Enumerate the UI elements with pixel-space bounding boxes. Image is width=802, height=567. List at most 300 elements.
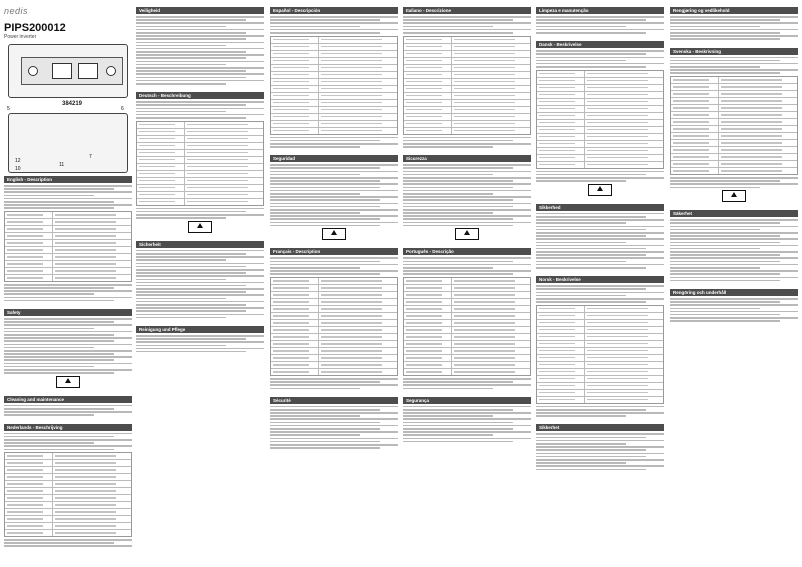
text-line bbox=[403, 212, 493, 214]
text-line bbox=[403, 261, 513, 263]
text-line bbox=[536, 22, 664, 24]
text-line bbox=[403, 171, 531, 173]
column-6 bbox=[670, 4, 798, 563]
text-line bbox=[136, 288, 264, 290]
text-line bbox=[4, 366, 94, 368]
text-line bbox=[136, 285, 246, 287]
callout-label: 7 bbox=[89, 154, 92, 160]
power-switch-icon bbox=[28, 66, 38, 76]
text-line bbox=[270, 177, 398, 179]
column-5 bbox=[536, 4, 664, 563]
text-line bbox=[270, 415, 360, 417]
text-line bbox=[403, 174, 493, 176]
text-line bbox=[136, 304, 246, 306]
table-row bbox=[271, 327, 397, 334]
text-line bbox=[270, 406, 398, 408]
text-line bbox=[136, 250, 264, 252]
section-heading: Nederlands - Beschrijving bbox=[4, 424, 132, 431]
text-line bbox=[4, 331, 132, 333]
text-line bbox=[270, 447, 380, 449]
text-line bbox=[270, 261, 380, 263]
text-line bbox=[670, 273, 780, 275]
table-row bbox=[137, 136, 263, 143]
text-line bbox=[403, 196, 531, 198]
text-line bbox=[536, 446, 664, 448]
text-line bbox=[136, 275, 264, 277]
text-line bbox=[403, 199, 513, 201]
text-line bbox=[670, 35, 798, 37]
table-row bbox=[404, 320, 530, 327]
table-row bbox=[271, 86, 397, 93]
text-line bbox=[270, 206, 380, 208]
text-line bbox=[136, 57, 246, 59]
text-line bbox=[536, 29, 664, 31]
table-row bbox=[537, 397, 663, 403]
table-row bbox=[404, 93, 530, 100]
text-line bbox=[270, 26, 360, 28]
text-line bbox=[4, 363, 132, 365]
text-line bbox=[136, 345, 226, 347]
text-line bbox=[670, 66, 760, 68]
text-line bbox=[536, 459, 664, 461]
table-row bbox=[5, 460, 131, 467]
text-line bbox=[670, 57, 798, 59]
table-row bbox=[137, 122, 263, 129]
text-line bbox=[270, 19, 380, 21]
section-heading: Rengjøring og vedlikehold bbox=[670, 7, 798, 14]
text-line bbox=[136, 263, 264, 265]
text-line bbox=[270, 193, 360, 195]
text-line bbox=[270, 29, 398, 31]
text-line bbox=[4, 290, 132, 292]
table-row bbox=[671, 105, 797, 112]
table-row bbox=[537, 306, 663, 313]
table-row bbox=[271, 292, 397, 299]
text-line bbox=[4, 204, 132, 206]
text-line bbox=[536, 57, 664, 59]
caution-warning-icon bbox=[455, 228, 479, 240]
section-heading: Veiligheid bbox=[136, 7, 264, 14]
text-line bbox=[403, 438, 531, 440]
section-heading: Sicurezza bbox=[403, 155, 531, 162]
text-line bbox=[136, 22, 264, 24]
section-heading: Safety bbox=[4, 309, 132, 316]
text-line bbox=[270, 434, 360, 436]
text-line bbox=[536, 232, 664, 234]
text-line bbox=[4, 372, 114, 374]
table-row bbox=[5, 453, 131, 460]
table-row bbox=[271, 128, 397, 134]
text-line bbox=[136, 335, 264, 337]
text-line bbox=[4, 340, 114, 342]
table-row bbox=[271, 320, 397, 327]
text-line bbox=[536, 238, 664, 240]
table-row bbox=[404, 128, 530, 134]
text-line bbox=[536, 264, 664, 266]
table-row bbox=[537, 348, 663, 355]
text-line bbox=[270, 428, 380, 430]
spec-table bbox=[536, 70, 664, 169]
table-row bbox=[5, 523, 131, 530]
text-line bbox=[403, 16, 531, 18]
text-line bbox=[136, 111, 226, 113]
text-line bbox=[403, 381, 513, 383]
table-row bbox=[404, 334, 530, 341]
text-line bbox=[670, 63, 798, 65]
ac-socket-icon bbox=[52, 63, 72, 79]
text-line bbox=[403, 164, 531, 166]
section-heading: Dansk - Beskrivelse bbox=[536, 41, 664, 48]
text-line bbox=[403, 434, 493, 436]
table-row bbox=[404, 369, 530, 375]
table-row bbox=[537, 162, 663, 168]
text-line bbox=[403, 415, 493, 417]
spec-table bbox=[403, 36, 531, 135]
table-row bbox=[5, 261, 131, 268]
table-row bbox=[271, 93, 397, 100]
text-line bbox=[536, 295, 626, 297]
text-line bbox=[270, 180, 380, 182]
table-row bbox=[537, 341, 663, 348]
text-line bbox=[403, 428, 513, 430]
text-line bbox=[670, 38, 780, 40]
table-row bbox=[537, 71, 663, 78]
device-back-illustration bbox=[7, 106, 128, 173]
table-row bbox=[537, 383, 663, 390]
table-row bbox=[404, 299, 530, 306]
table-row bbox=[671, 154, 797, 161]
text-line bbox=[270, 167, 380, 169]
text-line bbox=[670, 298, 798, 300]
text-line bbox=[536, 226, 664, 228]
text-line bbox=[536, 433, 664, 435]
table-row bbox=[537, 99, 663, 106]
ac-socket-icon bbox=[78, 63, 98, 79]
text-line bbox=[136, 48, 264, 50]
table-row bbox=[537, 134, 663, 141]
table-row bbox=[404, 348, 530, 355]
table-row bbox=[271, 285, 397, 292]
text-line bbox=[4, 408, 114, 410]
text-line bbox=[136, 42, 264, 44]
text-line bbox=[403, 140, 513, 142]
text-line bbox=[136, 214, 264, 216]
text-line bbox=[270, 264, 398, 266]
text-line bbox=[536, 261, 626, 263]
table-row bbox=[271, 362, 397, 369]
text-line bbox=[136, 291, 246, 293]
table-row bbox=[5, 467, 131, 474]
text-line bbox=[4, 334, 114, 336]
text-line bbox=[270, 137, 398, 139]
text-line bbox=[136, 114, 264, 116]
text-line bbox=[403, 425, 531, 427]
text-line bbox=[136, 35, 264, 37]
table-row bbox=[271, 51, 397, 58]
text-line bbox=[4, 344, 132, 346]
text-line bbox=[136, 80, 264, 82]
text-line bbox=[403, 431, 531, 433]
text-line bbox=[4, 414, 94, 416]
callout-label: 5 bbox=[7, 106, 10, 112]
text-line bbox=[670, 219, 798, 221]
table-row bbox=[137, 164, 263, 171]
text-line bbox=[270, 267, 360, 269]
text-line bbox=[270, 378, 398, 380]
caution-warning-icon bbox=[322, 228, 346, 240]
section-heading: Norsk - Beskrivelse bbox=[536, 276, 664, 283]
text-line bbox=[403, 264, 531, 266]
text-line bbox=[670, 248, 760, 250]
text-line bbox=[670, 232, 798, 234]
text-line bbox=[403, 137, 531, 139]
text-line bbox=[270, 444, 398, 446]
text-line bbox=[670, 177, 798, 179]
table-row bbox=[137, 129, 263, 136]
text-line bbox=[136, 348, 264, 350]
section-heading: Säkerhet bbox=[670, 210, 798, 217]
text-line bbox=[536, 412, 664, 414]
text-line bbox=[4, 185, 132, 187]
text-line bbox=[270, 190, 398, 192]
text-line bbox=[536, 235, 646, 237]
section-heading: Italiano - Descrizione bbox=[403, 7, 531, 14]
section-heading: Sikkerhet bbox=[536, 424, 664, 431]
text-line bbox=[670, 257, 798, 259]
part-number: 384219 bbox=[62, 101, 83, 107]
spec-table bbox=[136, 121, 264, 206]
text-line bbox=[270, 203, 398, 205]
text-line bbox=[536, 180, 626, 182]
section-heading: Español - Descripción bbox=[270, 7, 398, 14]
text-line bbox=[536, 229, 646, 231]
text-line bbox=[536, 254, 646, 256]
table-row bbox=[537, 334, 663, 341]
text-line bbox=[136, 67, 264, 69]
text-line bbox=[136, 272, 246, 274]
text-line bbox=[536, 456, 646, 458]
table-row bbox=[537, 85, 663, 92]
table-row bbox=[537, 355, 663, 362]
text-line bbox=[136, 51, 246, 53]
table-row bbox=[5, 275, 131, 281]
text-line bbox=[270, 425, 398, 427]
text-line bbox=[536, 449, 646, 451]
text-line bbox=[670, 308, 760, 310]
table-row bbox=[404, 313, 530, 320]
text-line bbox=[136, 32, 246, 34]
text-line bbox=[536, 267, 646, 269]
text-line bbox=[136, 294, 264, 296]
text-line bbox=[136, 266, 246, 268]
text-line bbox=[536, 213, 664, 215]
text-line bbox=[536, 406, 664, 408]
text-line bbox=[4, 442, 94, 444]
table-row bbox=[5, 481, 131, 488]
table-row bbox=[5, 502, 131, 509]
column-4 bbox=[403, 4, 531, 563]
text-line bbox=[136, 253, 246, 255]
table-row bbox=[671, 84, 797, 91]
table-row bbox=[271, 341, 397, 348]
section-heading: Deutsch - Beschreibung bbox=[136, 92, 264, 99]
caution-warning-icon bbox=[188, 221, 212, 233]
column-1 bbox=[4, 4, 132, 563]
table-row bbox=[271, 313, 397, 320]
table-row bbox=[404, 285, 530, 292]
table-row bbox=[404, 72, 530, 79]
table-row bbox=[5, 530, 131, 536]
text-line bbox=[136, 269, 264, 271]
text-line bbox=[670, 60, 780, 62]
text-line bbox=[536, 63, 664, 65]
table-row bbox=[671, 147, 797, 154]
table-row bbox=[404, 341, 530, 348]
terminal-icon bbox=[9, 114, 39, 134]
callout-label: 11 bbox=[59, 162, 65, 168]
table-row bbox=[404, 278, 530, 285]
text-line bbox=[136, 101, 264, 103]
text-line bbox=[536, 174, 646, 176]
text-line bbox=[536, 443, 626, 445]
text-line bbox=[670, 254, 780, 256]
text-line bbox=[536, 245, 664, 247]
section-heading: Français - Description bbox=[270, 248, 398, 255]
text-line bbox=[670, 301, 780, 303]
text-line bbox=[270, 174, 360, 176]
text-line bbox=[4, 542, 114, 544]
text-line bbox=[403, 187, 513, 189]
text-line bbox=[270, 215, 398, 217]
text-line bbox=[4, 328, 94, 330]
text-line bbox=[4, 356, 132, 358]
text-line bbox=[403, 143, 531, 145]
text-line bbox=[136, 38, 246, 40]
table-row bbox=[537, 148, 663, 155]
text-line bbox=[4, 201, 114, 203]
text-line bbox=[136, 259, 226, 261]
text-line bbox=[4, 293, 94, 295]
text-line bbox=[136, 16, 264, 18]
table-row bbox=[404, 292, 530, 299]
table-row bbox=[537, 362, 663, 369]
text-line bbox=[4, 433, 132, 435]
table-row bbox=[404, 37, 530, 44]
text-line bbox=[536, 19, 646, 21]
text-line bbox=[670, 280, 780, 282]
text-line bbox=[403, 215, 531, 217]
text-line bbox=[536, 177, 664, 179]
text-line bbox=[270, 412, 398, 414]
section-heading: English - Description bbox=[4, 176, 132, 183]
text-line bbox=[4, 445, 132, 447]
table-row bbox=[537, 127, 663, 134]
text-line bbox=[4, 324, 132, 326]
table-row bbox=[5, 233, 131, 240]
device-front-illustration bbox=[8, 44, 128, 98]
table-row bbox=[537, 313, 663, 320]
table-row bbox=[537, 106, 663, 113]
text-line bbox=[136, 64, 226, 66]
text-line bbox=[136, 108, 264, 110]
text-line bbox=[136, 211, 246, 213]
text-line bbox=[136, 310, 246, 312]
text-line bbox=[536, 415, 626, 417]
table-row bbox=[5, 268, 131, 275]
text-line bbox=[670, 238, 798, 240]
text-line bbox=[270, 388, 360, 390]
text-line bbox=[270, 140, 380, 142]
text-line bbox=[670, 72, 780, 74]
table-row bbox=[271, 121, 397, 128]
text-line bbox=[536, 66, 646, 68]
text-line bbox=[536, 32, 646, 34]
text-line bbox=[4, 188, 114, 190]
text-line bbox=[270, 270, 398, 272]
text-line bbox=[536, 462, 626, 464]
text-line bbox=[670, 245, 798, 247]
text-line bbox=[403, 177, 531, 179]
text-line bbox=[136, 301, 264, 303]
text-line bbox=[403, 167, 513, 169]
text-line bbox=[270, 218, 380, 220]
column-2 bbox=[136, 4, 264, 563]
text-line bbox=[4, 318, 132, 320]
text-line bbox=[670, 317, 798, 319]
model-number: PIPS200012 bbox=[4, 22, 66, 34]
text-line bbox=[136, 217, 226, 219]
text-line bbox=[670, 19, 780, 21]
table-row bbox=[671, 91, 797, 98]
section-heading: Sécurité bbox=[270, 397, 398, 404]
text-line bbox=[403, 209, 531, 211]
callout-label: 12 bbox=[15, 158, 21, 164]
table-row bbox=[271, 355, 397, 362]
text-line bbox=[403, 29, 531, 31]
text-line bbox=[403, 257, 531, 259]
section-heading: Svenska - Beskrivning bbox=[670, 48, 798, 55]
callout-label: 6 bbox=[121, 106, 124, 112]
text-line bbox=[403, 183, 531, 185]
table-row bbox=[537, 141, 663, 148]
text-line bbox=[136, 282, 264, 284]
section-heading: Segurança bbox=[403, 397, 531, 404]
text-line bbox=[4, 369, 132, 371]
text-line bbox=[270, 212, 360, 214]
text-line bbox=[403, 193, 493, 195]
text-line bbox=[136, 208, 264, 210]
table-row bbox=[537, 120, 663, 127]
table-row bbox=[404, 65, 530, 72]
table-row bbox=[5, 509, 131, 516]
text-line bbox=[536, 437, 646, 439]
spec-table bbox=[4, 211, 132, 282]
spec-table bbox=[270, 36, 398, 135]
text-line bbox=[403, 206, 513, 208]
section-heading: Reinigung und Pflege bbox=[136, 326, 264, 333]
text-line bbox=[270, 209, 398, 211]
text-line bbox=[136, 338, 246, 340]
text-line bbox=[536, 219, 664, 221]
table-row bbox=[537, 369, 663, 376]
table-row bbox=[137, 178, 263, 185]
section-heading: Limpeza e manutenção bbox=[536, 7, 664, 14]
table-row bbox=[271, 107, 397, 114]
text-line bbox=[270, 222, 398, 224]
table-row bbox=[404, 355, 530, 362]
table-row bbox=[404, 362, 530, 369]
text-line bbox=[270, 409, 380, 411]
